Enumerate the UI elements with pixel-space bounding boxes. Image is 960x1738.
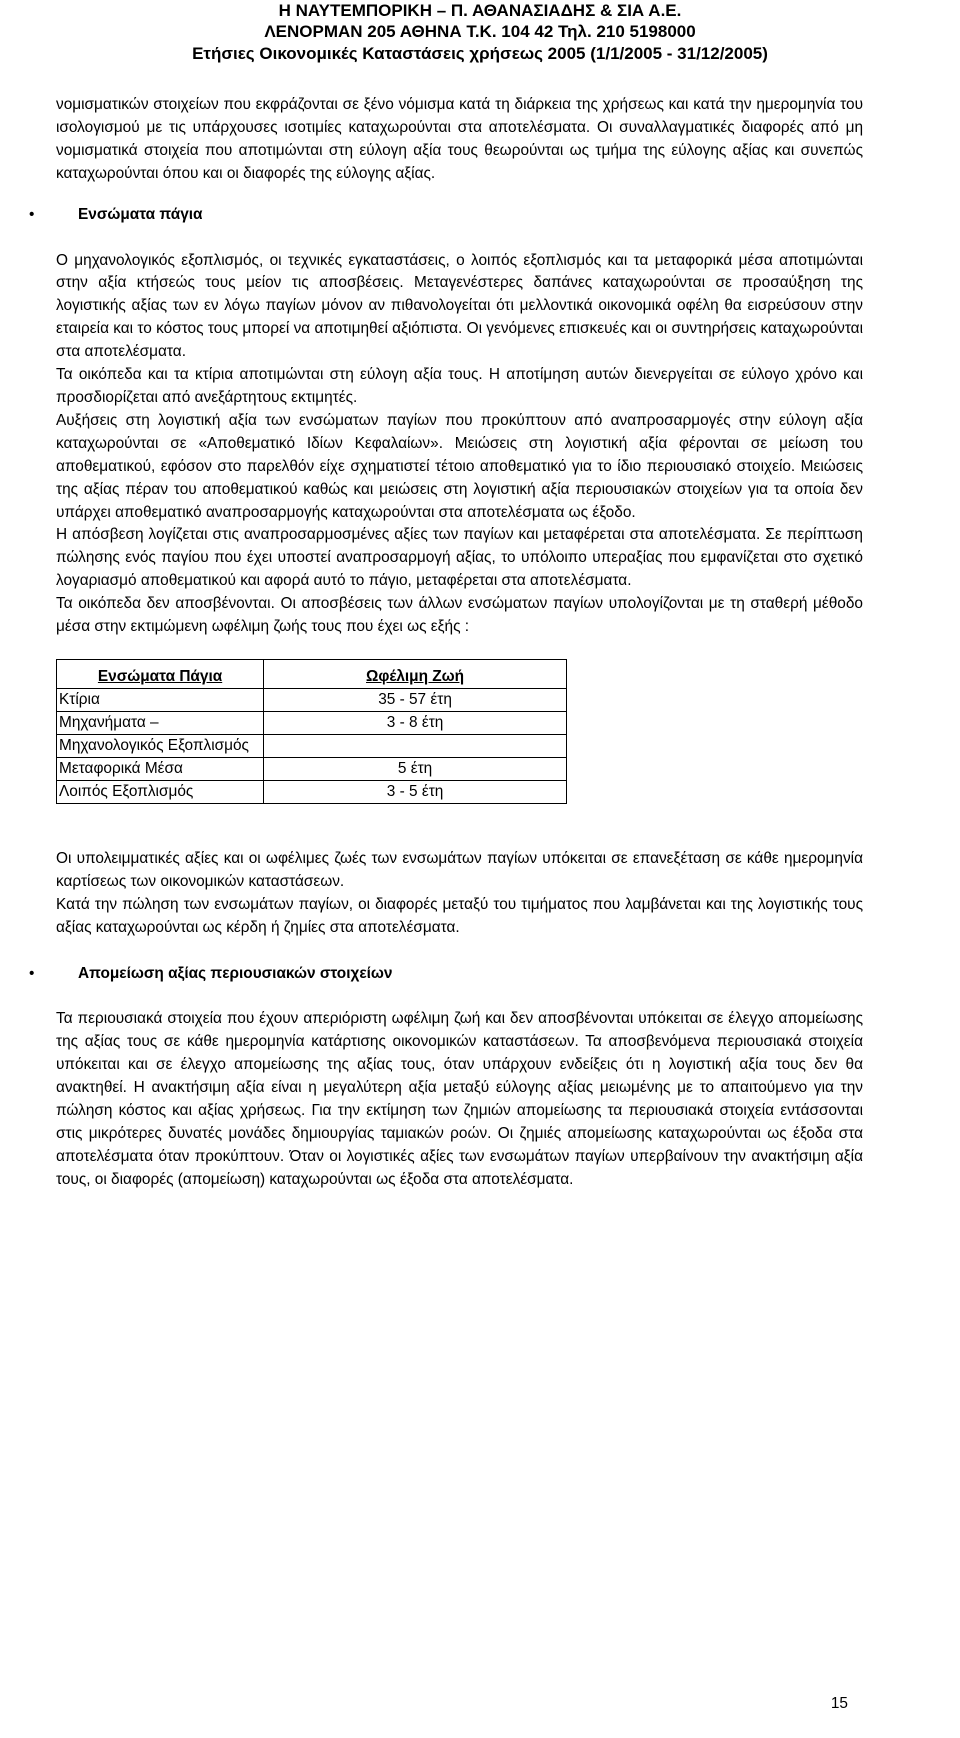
table-row	[57, 734, 567, 757]
paragraph: Τα περιουσιακά στοιχεία που έχουν απεριόριστη ωφέλιμη ζωή και δεν αποσβένονται υπόκειται σε έλεγχο απομείωσης της αξίας τους σε κάθε ημερομηνία κατάρτισης οικονομικών καταστάσεων. Τα αποσβενόμενα περιουσιακά στοιχεία υπόκειται και σε έλεγχο απομείωσης της αξίας τους, όταν υπάρχουν ενδείξεις ότι η λογιστική αξία τους δεν θα ανακτηθεί. Η ανακτήσιμη αξία είναι η μεγαλύτερη αξία μεταξύ εύλογης αξίας μειωμένης με το απαιτούμενο για την πώληση κόστος και αξίας χρήσεως. Για την εκτίμηση των ζημιών απομείωσης τα περιουσιακά στοιχεία εντάσσονται στις μικρότερες δυνατές μονάδες δημιουργίας ταμιακών ροών. Οι ζημιές απομείωσης καταχωρούνται ως έξοδα στα αποτελέσματα όταν προκύπτουν. Όταν οι λογιστικές αξίες των ενσωμάτων παγίων υπερβαίνουν την ανακτήσιμη αξία τους, οι διαφορές (απομείωση) καταχωρούνται ως έξοδα στα αποτελέσματα.	[56, 1010, 863, 1188]
paragraph: Η απόσβεση λογίζεται στις αναπροσαρμοσμένες αξίες των παγίων και μεταφέρεται στα αποτελέσματα. Σε περίπτωση πώλησης ενός παγίου που έχει υποστεί αναπροσαρμογή αξίας, το υπόλοιπο υπεραξίας που εμφανίζεται στο σχετικό λογαριασμό αποθεματικού και αφορά αυτό το πάγιο, μεταφέρεται στα αποτελέσματα.	[56, 526, 863, 590]
paragraph: Ο μηχανολογικός εξοπλισμός, οι τεχνικές εγκαταστάσεις, ο λοιπός εξοπλισμός και τα μεταφορικά μέσα αποτιμώνται στην αξία κτήσεώς τους μείον τις αποσβέσεις. Μεταγενέστερες δαπάνες καταχωρούνται σε προσαύξηση της λογιστικής αξίας των εν λόγω παγίων μόνον αν πιθανολογείται ότι μελλοντικά οικονομικά οφέλη θα εισρεύσουν στην εταιρεία και το κόστος τους μπορεί να αποτιμηθεί αξιόπιστα. Οι γενόμενες επισκευές και οι συντηρήσεις καταχωρούνται στα αποτελέσματα.	[56, 251, 863, 361]
table-header-useful-life: Ωφέλιμη Ζωή	[264, 659, 567, 688]
paragraph: νομισματικών στοιχείων που εκφράζονται σε ξένο νόμισμα κατά τη διάρκεια της χρήσεως και κατά την ημερομηνία του ισολογισμού με τις υπάρχουσες ισοτιμίες καταχωρούνται στα αποτελέσματα. Οι συναλλαγματικές διαφορές από μη νομισματικά στοιχεία που αποτιμώνται στη εύλογη αξία τους θεωρούνται ως τμήμα της εύλογης αξίας και συνεπώς καταχωρούνται όπου και οι διαφορές της εύλογης αξίας.	[56, 96, 863, 182]
paragraph: Τα οικόπεδα και τα κτίρια αποτιμώνται στη εύλογη αξία τους. Η αποτίμηση αυτών διενεργείται σε εύλογο χρόνο και προσδιορίζεται από ανεξάρτητους εκτιμητές.	[56, 366, 863, 406]
table-row	[57, 711, 567, 734]
header-address: ΛΕΝΟΡΜΑΝ 205 ΑΘΗΝΑ Τ.Κ. 104 42 Τηλ. 210 5198000	[264, 22, 696, 41]
table-header-row	[57, 659, 567, 688]
table-cell-asset: Μηχανολογικός Εξοπλισμός	[57, 734, 264, 757]
table-cell-life: 3 - 5 έτη	[264, 780, 567, 803]
table-cell-asset: Λοιπός Εξοπλισμός	[57, 780, 264, 803]
paragraph: Οι υπολειμματικές αξίες και οι ωφέλιμες ζωές των ενσωμάτων παγίων υπόκειται σε επανεξέταση σε κάθε ημερομηνία καρτίσεως των οικονομικών καταστάσεων.	[56, 849, 863, 890]
section-heading-impairment: • Απομείωση αξίας περιουσιακών στοιχείων	[56, 963, 863, 986]
page-number: 15	[830, 1695, 848, 1712]
table-row	[57, 757, 567, 780]
header-company-name: Η ΝΑΥΤΕΜΠΟΡΙΚΗ – Π. ΑΘΑΝΑΣΙΑΔΗΣ & ΣΙΑ Α.Ε.	[278, 1, 682, 20]
table-cell-asset: Κτίρια	[57, 688, 264, 711]
paragraph: Αυξήσεις στη λογιστική αξία των ενσώματων παγίων που προκύπτουν από αναπροσαρμογές στην εύλογη αξία καταχωρούνται σε «Αποθεματικό Ιδίων Κεφαλαίων». Μειώσεις στη λογιστική αξία φέρονται σε μείωση του αποθεματικού, εφόσον στο παρελθόν είχε σχηματιστεί τέτοιο αποθεματικό για το ίδιο περιουσιακό στοιχείο. Μειώσεις της αξίας πέραν του αποθεματικού καθώς και μειώσεις στη λογιστική αξία περιουσιακών στοιχείων για τα οποία δεν υπάρχει αποθεματικό αναπροσαρμογής καταχωρούνται στα αποτελέσματα ως έξοδο.	[56, 411, 863, 521]
table-cell-asset: Μηχανήματα –	[57, 711, 264, 734]
table-cell-asset: Μεταφορικά Μέσα	[57, 757, 264, 780]
table-row	[57, 780, 567, 803]
paragraph: Τα οικόπεδα δεν αποσβένονται. Οι αποσβέσεις των άλλων ενσώματων παγίων υπολογίζονται με τη σταθερή μέθοδο μέσα στην εκτιμώμενη ωφέλιμη ζωής τους που έχει ως εξής :	[56, 595, 863, 636]
useful-life-table	[56, 659, 567, 804]
document-body	[56, 94, 863, 1192]
paragraph: Κατά την πώληση των ενσωμάτων παγίων, οι διαφορές μεταξύ του τιμήματος που λαμβάνεται και της λογιστικής τους αξίας καταχωρούνται ως κέρδη ή ζημίες στα αποτελέσματα.	[56, 895, 863, 936]
section-heading-tangible-assets: • Ενσώματα πάγια	[56, 204, 863, 227]
table-cell-life: 5 έτη	[264, 757, 567, 780]
header-report-title: Ετήσιες Οικονομικές Καταστάσεις χρήσεως 2005 (1/1/2005 - 31/12/2005)	[192, 44, 768, 63]
table-cell-life	[264, 734, 567, 757]
table-cell-life: 3 - 8 έτη	[264, 711, 567, 734]
table-header-asset: Ενσώματα Πάγια	[57, 659, 264, 688]
table-row	[57, 688, 567, 711]
table-cell-life: 35 - 57 έτη	[264, 688, 567, 711]
